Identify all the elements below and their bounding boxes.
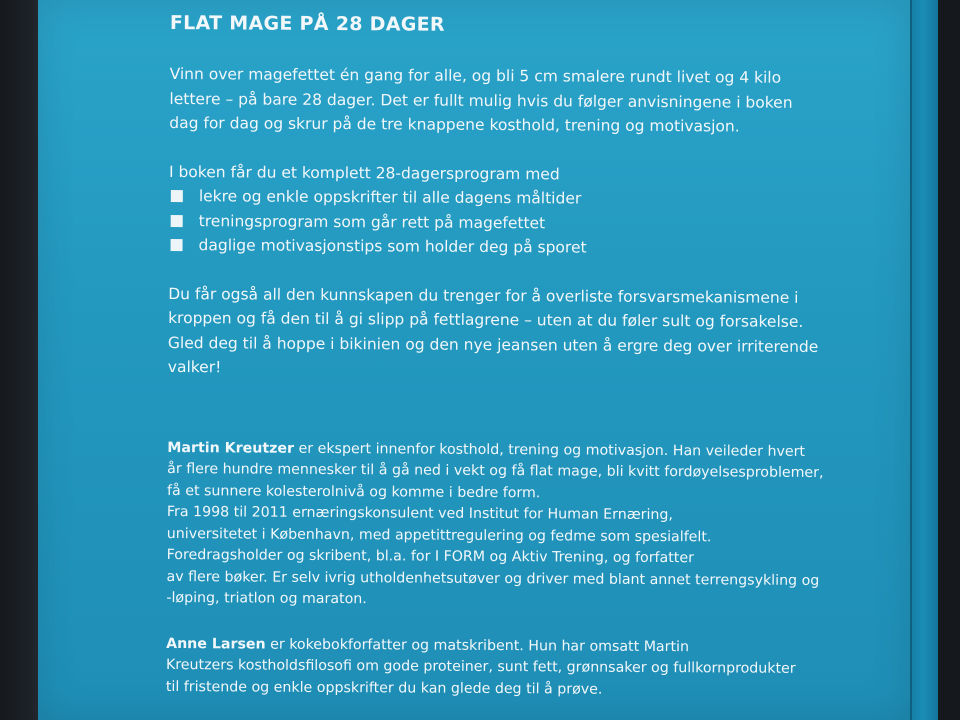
knowledge-line: Gled deg til å hoppe i bikinien og den nye jeansen uten å ergre deg over irriterende bbox=[167, 333, 819, 356]
intro-line: dag for dag og skrur på de tre knappene kosthold, trening og motivasjon. bbox=[169, 113, 740, 136]
bio-line: år flere hundre mennesker til å gå ned i vekt og få flat mage, bli kvitt fordøyelsesproblemer, bbox=[167, 460, 824, 482]
bullet-text: treningsprogram som går rett på magefettet bbox=[198, 211, 546, 232]
square-bullet-icon bbox=[171, 215, 183, 227]
square-bullet-icon bbox=[171, 190, 183, 202]
knowledge-line: valker! bbox=[167, 357, 222, 377]
bio-line: av flere bøker. Er selv ivrig utholdenhetsutøver og driver med blant annet terrengsykling og bbox=[166, 568, 820, 589]
bullet-item bbox=[168, 233, 848, 262]
bio-line: Fra 1998 til 2011 ernæringskonsulent ved Institut for Human Ernæring, bbox=[166, 503, 674, 524]
author-bio-martin bbox=[166, 437, 847, 613]
intro-line: lettere – på bare 28 dager. Det er fullt mulig hvis du følger anvisningene i boken bbox=[169, 89, 793, 112]
bullet-text: lekre og enkle oppskrifter til alle dagens måltider bbox=[198, 187, 582, 208]
author-name: Anne Larsen bbox=[166, 635, 266, 653]
bio-line: er ekspert innenfor kosthold, trening og motivasjon. Han veileder hvert bbox=[294, 440, 806, 460]
bio-line: Foredragsholder og skribent, bl.a. for I FORM og Aktiv Trening, og forfatter bbox=[166, 546, 695, 567]
bio-line: Kreutzers kostholdsfilosofi om gode proteiner, sunt fett, grønnsaker og fullkornprodukter bbox=[165, 656, 796, 677]
intro-line: Vinn over magefettet én gang for alle, og bli 5 cm smalere rundt livet og 4 kilo bbox=[169, 64, 782, 87]
bio-line: få et sunnere kolesterolnivå og komme i bedre form. bbox=[167, 482, 541, 501]
bio-line: -løping, triatlon og maraton. bbox=[166, 589, 367, 608]
bio-line: er kokebokforfatter og matskribent. Hun har omsatt Martin bbox=[265, 636, 690, 655]
knowledge-line: Du får også all den kunnskapen du trenger for å overliste forsvarsmekanismene i bbox=[168, 284, 799, 307]
bio-line: universitetet i København, med appetittregulering og fedme som spesialfelt. bbox=[166, 525, 712, 545]
intro-paragraph bbox=[169, 62, 849, 140]
knowledge-paragraph bbox=[168, 281, 849, 383]
square-bullet-icon bbox=[171, 239, 183, 251]
bio-line: til fristende og enkle oppskrifter du kan glede deg til å prøve. bbox=[165, 678, 603, 698]
program-bullet-list bbox=[168, 184, 848, 262]
book-title: FLAT MAGE PÅ 28 DAGER bbox=[169, 11, 445, 36]
cover-text-block bbox=[166, 8, 850, 702]
knowledge-line: kroppen og få den til å gi slipp på fettlagrene – uten at du føler sult og forsakelse. bbox=[168, 308, 804, 331]
book-spine-edge bbox=[910, 0, 940, 720]
dark-background-edge bbox=[938, 0, 960, 720]
author-name: Martin Kreutzer bbox=[167, 439, 295, 457]
author-bio-anne bbox=[166, 633, 846, 702]
program-intro: I boken får du et komplett 28-dagersprogram med bbox=[168, 162, 560, 183]
bullet-text: daglige motivasjonstips som holder deg på sporet bbox=[198, 236, 587, 257]
